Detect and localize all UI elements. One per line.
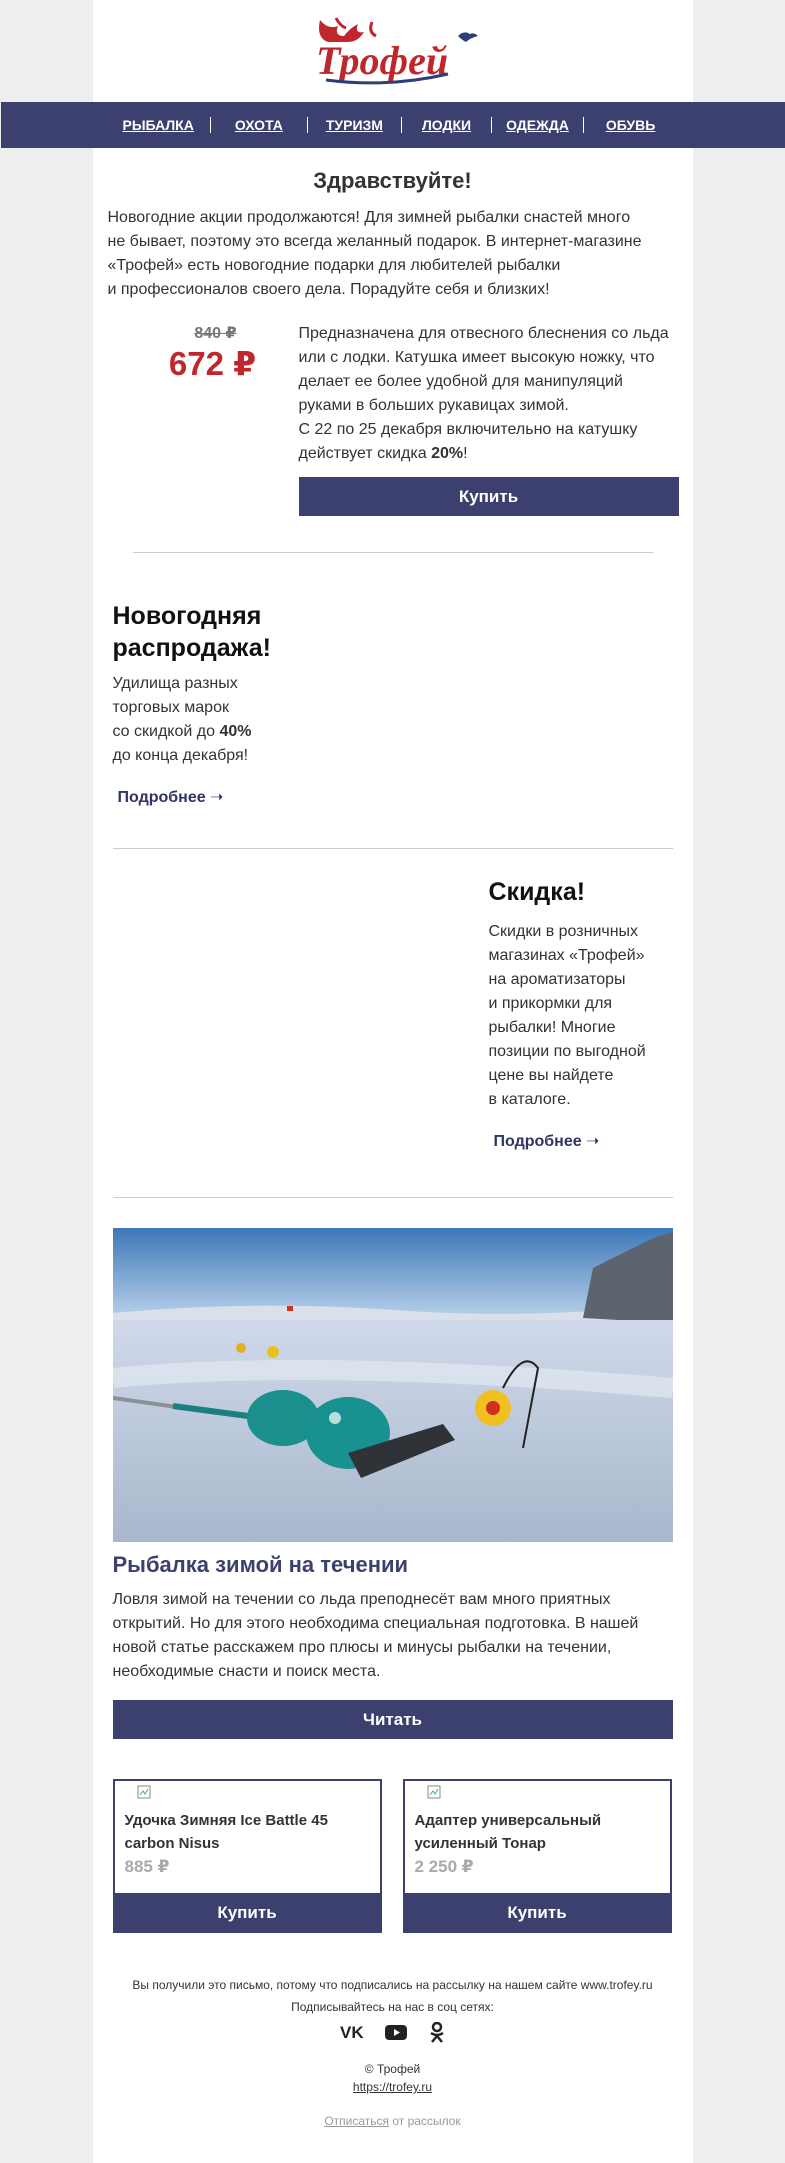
sale-discount-prefix: со скидкой до <box>112 723 220 740</box>
product-name[interactable] <box>125 1809 370 1855</box>
vk-icon[interactable] <box>340 2022 364 2048</box>
discount-text-line: Скидки в розничных <box>488 923 639 940</box>
description-line: делает ее более удобной для манипуляций <box>298 373 623 390</box>
copyright: © Трофей <box>364 2062 421 2076</box>
sale-text-line: торговых марок <box>112 699 229 716</box>
intro-line: не бывает, поэтому это всегда желанный подарок. В интернет-магазине <box>107 233 642 250</box>
svg-text:Трофей: Трофей <box>315 38 448 83</box>
subscription-reason: Вы получили это письмо, потому что подписались на рассылку на нашем сайте www.trofey.ru <box>132 1978 653 1992</box>
article-title[interactable]: Рыбалка зимой на течении <box>112 1552 409 1577</box>
article-text-line: новой статье расскажем про плюсы и минусы рыбалки на течении, <box>112 1639 612 1656</box>
discount-title: Скидка! <box>488 878 586 906</box>
divider <box>113 848 673 849</box>
product-name-line: усиленный Тонар <box>414 1835 546 1852</box>
product-name-line: Адаптер универсальный <box>414 1812 602 1829</box>
discount-text-line: в каталоге. <box>488 1091 571 1108</box>
nav-item-fishing[interactable]: РЫБАЛКА <box>122 117 194 133</box>
buy-button[interactable]: Купить <box>299 477 679 516</box>
sale-text <box>113 672 313 768</box>
sale-title-line: Новогодняя <box>112 602 262 630</box>
intro-line: и профессионалов своего дела. Порадуйте себя и близких! <box>107 281 550 298</box>
nav-item-boats[interactable]: ЛОДКИ <box>421 117 472 133</box>
article-text <box>113 1588 673 1684</box>
intro-line: «Трофей» есть новогодние подарки для любителей рыбалки <box>107 257 561 274</box>
card-buy-button[interactable]: Купить <box>403 1893 672 1933</box>
discount-value: 20% <box>431 445 464 462</box>
ice-fishing-photo[interactable] <box>113 1228 673 1542</box>
broken-image-icon <box>137 1785 151 1799</box>
copyright-block <box>93 2060 693 2096</box>
product-name-line: carbon Nisus <box>124 1835 220 1852</box>
intro-line: Новогодние акции продолжаются! Для зимней рыбалки снастей много <box>107 209 631 226</box>
product-price: 2 250 ₽ <box>414 1857 474 1876</box>
product-description <box>299 322 679 466</box>
discount-text <box>489 920 669 1112</box>
odnoklassniki-icon[interactable] <box>428 2022 446 2048</box>
product-name[interactable] <box>415 1809 660 1855</box>
discount-text-line: магазинах «Трофей» <box>488 947 645 964</box>
intro-text <box>108 206 668 302</box>
sale-title <box>113 600 333 664</box>
greeting-heading: Здравствуйте! <box>313 168 472 193</box>
discount-text-line: позиции по выгодной <box>488 1043 646 1060</box>
product-card[interactable] <box>403 1779 672 1933</box>
unsubscribe-link[interactable]: Отписаться <box>324 2114 390 2128</box>
sale-more-link[interactable]: Подробнее ➝ <box>117 789 224 806</box>
discount-text-line: цене вы найдете <box>488 1067 614 1084</box>
broken-image-icon <box>427 1785 441 1799</box>
nav-item-shoes[interactable]: ОБУВЬ <box>605 117 656 133</box>
discount-more-link[interactable]: Подробнее ➝ <box>493 1133 600 1150</box>
youtube-icon[interactable] <box>384 2022 408 2048</box>
old-price: 840 ₽ <box>194 325 237 342</box>
discount-text-line: и прикормки для <box>488 995 613 1012</box>
product-name-line: Удочка Зимняя Ice Battle 45 <box>124 1812 328 1829</box>
article-text-line: открытий. Но для этого необходима специальная подготовка. В нашей <box>112 1615 639 1632</box>
read-button[interactable]: Читать <box>113 1700 673 1739</box>
nav-item-hunting[interactable]: ОХОТА <box>234 117 283 133</box>
sale-text-line: до конца декабря! <box>112 747 249 764</box>
discount-suffix: ! <box>463 445 468 462</box>
unsubscribe-line <box>93 2114 693 2128</box>
sale-text-line: Удилища разных <box>112 675 238 692</box>
header <box>93 0 693 102</box>
discount-prefix: действует скидка <box>298 445 432 462</box>
footer <box>93 1976 693 2128</box>
nav-item-tourism[interactable]: ТУРИЗМ <box>325 117 383 133</box>
main-nav <box>1 102 785 148</box>
site-link[interactable]: https://trofey.ru <box>352 2080 433 2094</box>
new-price: 672 ₽ <box>168 345 257 382</box>
sale-title-line: распродажа! <box>112 634 271 662</box>
description-line: Предназначена для отвесного блеснения со льда <box>298 325 669 342</box>
discount-text-line: рыбалки! Многие <box>488 1019 616 1036</box>
nav-item-clothing[interactable]: ОДЕЖДА <box>506 117 569 133</box>
trofey-logo[interactable] <box>298 14 483 92</box>
discount-text-line: на ароматизаторы <box>488 971 626 988</box>
description-line: руками в больших рукавицах зимой. <box>298 397 569 414</box>
social-links <box>93 2022 693 2048</box>
description-line: или с лодки. Катушка имеет высокую ножку, что <box>298 349 655 366</box>
svg-text:VK: VK <box>339 2023 364 2042</box>
product-price: 885 ₽ <box>124 1857 170 1876</box>
description-line: С 22 по 25 декабря включительно на катушку <box>298 421 638 438</box>
article-text-line: необходимые снасти и поиск места. <box>112 1663 381 1680</box>
social-prompt: Подписывайтесь на нас в соц сетях: <box>291 2000 494 2014</box>
divider <box>113 1197 673 1198</box>
article-text-line: Ловля зимой на течении со льда преподнесёт вам много приятных <box>112 1591 611 1608</box>
card-buy-button[interactable]: Купить <box>113 1893 382 1933</box>
email-page <box>93 0 693 2163</box>
unsubscribe-suffix: от рассылок <box>389 2114 461 2128</box>
sale-discount-line <box>113 720 313 744</box>
product-card[interactable] <box>113 1779 382 1933</box>
discount-line <box>299 442 679 466</box>
divider <box>133 552 653 553</box>
sale-discount-value: 40% <box>219 723 252 740</box>
